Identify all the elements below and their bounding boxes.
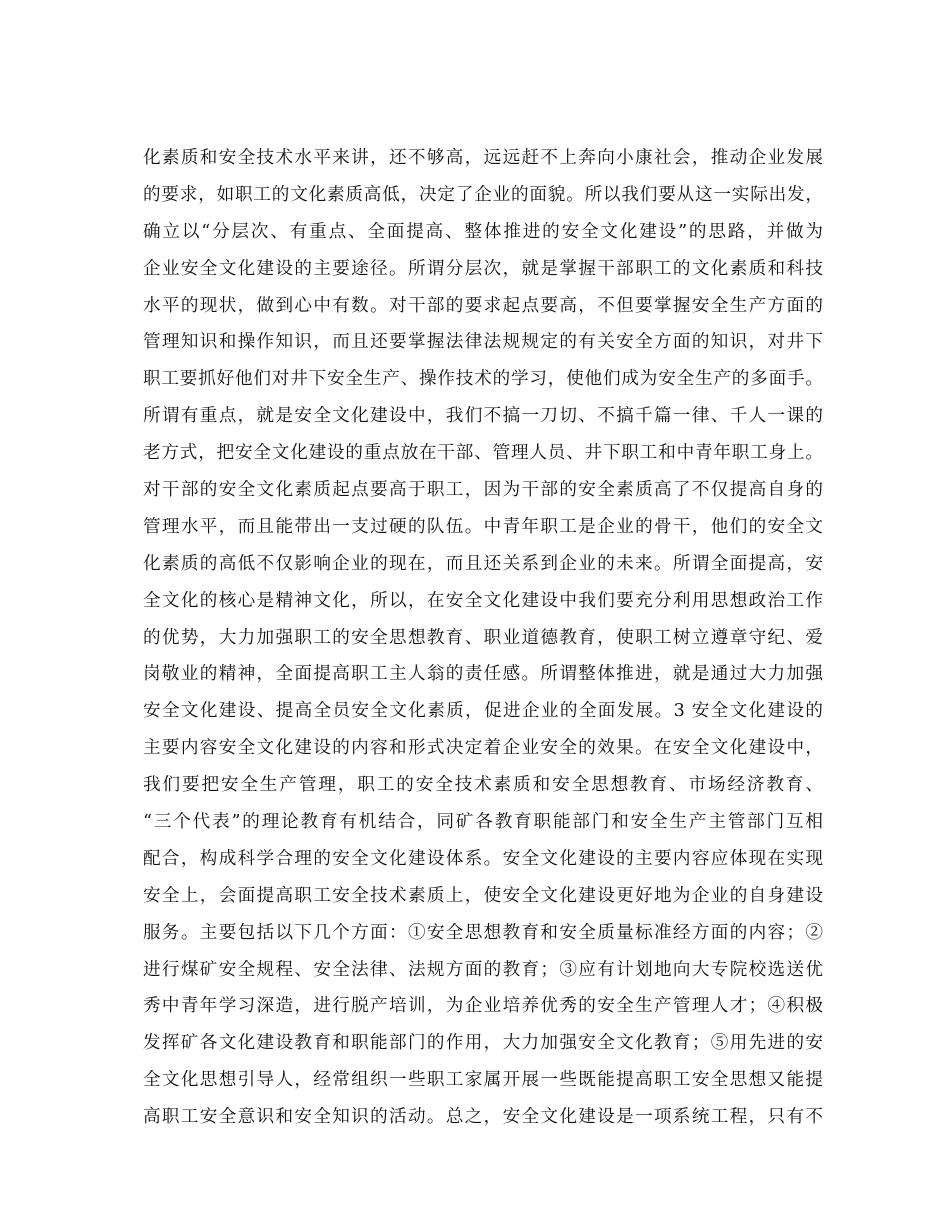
text-line: 秀中青年学习深造，进行脱产培训，为企业培养优秀的安全生产管理人才；④积极 bbox=[143, 996, 823, 1017]
body-text bbox=[143, 140, 823, 1136]
text-line: “三个代表”的理论教育有机结合，同矿各教育职能部门和安全生产主管部门互相 bbox=[143, 812, 823, 833]
text-line: 化素质的高低不仅影响企业的现在，而且还关系到企业的未来。所谓全面提高，安 bbox=[143, 553, 823, 574]
text-line: 的要求，如职工的文化素质高低，决定了企业的面貌。所以我们要从这一实际出发， bbox=[143, 184, 823, 205]
text-line: 配合，构成科学合理的安全文化建设体系。安全文化建设的主要内容应体现在实现 bbox=[143, 848, 823, 869]
text-line: 我们要把安全生产管理，职工的安全技术素质和安全思想教育、市场经济教育、 bbox=[143, 775, 823, 796]
text-line: 发挥矿各文化建设教育和职能部门的作用，大力加强安全文化教育；⑤用先进的安 bbox=[143, 1033, 823, 1054]
text-line: 服务。主要包括以下几个方面：①安全思想教育和安全质量标准经方面的内容；② bbox=[143, 922, 823, 943]
text-line: 确立以“分层次、有重点、全面提高、整体推进的安全文化建设”的思路，并做为 bbox=[143, 221, 823, 242]
text-line: 主要内容安全文化建设的内容和形式决定着企业安全的效果。在安全文化建设中， bbox=[143, 738, 823, 759]
text-line: 高职工安全意识和安全知识的活动。总之，安全文化建设是一项系统工程，只有不 bbox=[143, 1107, 823, 1128]
text-line: 管理水平，而且能带出一支过硬的队伍。中青年职工是企业的骨干，他们的安全文 bbox=[143, 516, 823, 537]
text-line: 安全上，会面提高职工安全技术素质上，使安全文化建设更好地为企业的自身建设 bbox=[143, 885, 823, 906]
text-line: 管理知识和操作知识，而且还要掌握法律法规规定的有关安全方面的知识，对井下 bbox=[143, 332, 823, 353]
text-line: 的优势，大力加强职工的安全思想教育、职业道德教育，使职工树立遵章守纪、爱 bbox=[143, 627, 823, 648]
text-line: 全文化的核心是精神文化，所以，在安全文化建设中我们要充分利用思想政治工作 bbox=[143, 590, 823, 611]
text-line: 老方式，把安全文化建设的重点放在干部、管理人员、井下职工和中青年职工身上。 bbox=[143, 443, 823, 464]
text-line: 企业安全文化建设的主要途径。所谓分层次，就是掌握干部职工的文化素质和科技 bbox=[143, 258, 823, 279]
text-line: 全文化思想引导人，经常组织一些职工家属开展一些既能提高职工安全思想又能提 bbox=[143, 1070, 823, 1091]
text-line: 化素质和安全技术水平来讲，还不够高，远远赶不上奔向小康社会，推动企业发展 bbox=[143, 148, 823, 168]
text-line: 对干部的安全文化素质起点要高于职工，因为干部的安全素质高了不仅提高自身的 bbox=[143, 480, 823, 501]
text-line: 岗敬业的精神，全面提高职工主人翁的责任感。所谓整体推进，就是通过大力加强 bbox=[143, 664, 823, 685]
text-line: 职工要抓好他们对井下安全生产、操作技术的学习，使他们成为安全生产的多面手。 bbox=[143, 369, 823, 390]
text-line: 进行煤矿安全规程、安全法律、法规方面的教育；③应有计划地向大专院校选送优 bbox=[143, 959, 823, 980]
text-line: 水平的现状，做到心中有数。对干部的要求起点要高，不但要掌握安全生产方面的 bbox=[143, 295, 823, 316]
text-line: 安全文化建设、提高全员安全文化素质，促进企业的全面发展。3 安全文化建设的 bbox=[143, 701, 823, 722]
text-line: 所谓有重点，就是安全文化建设中，我们不搞一刀切、不搞千篇一律、千人一课的 bbox=[143, 406, 823, 427]
